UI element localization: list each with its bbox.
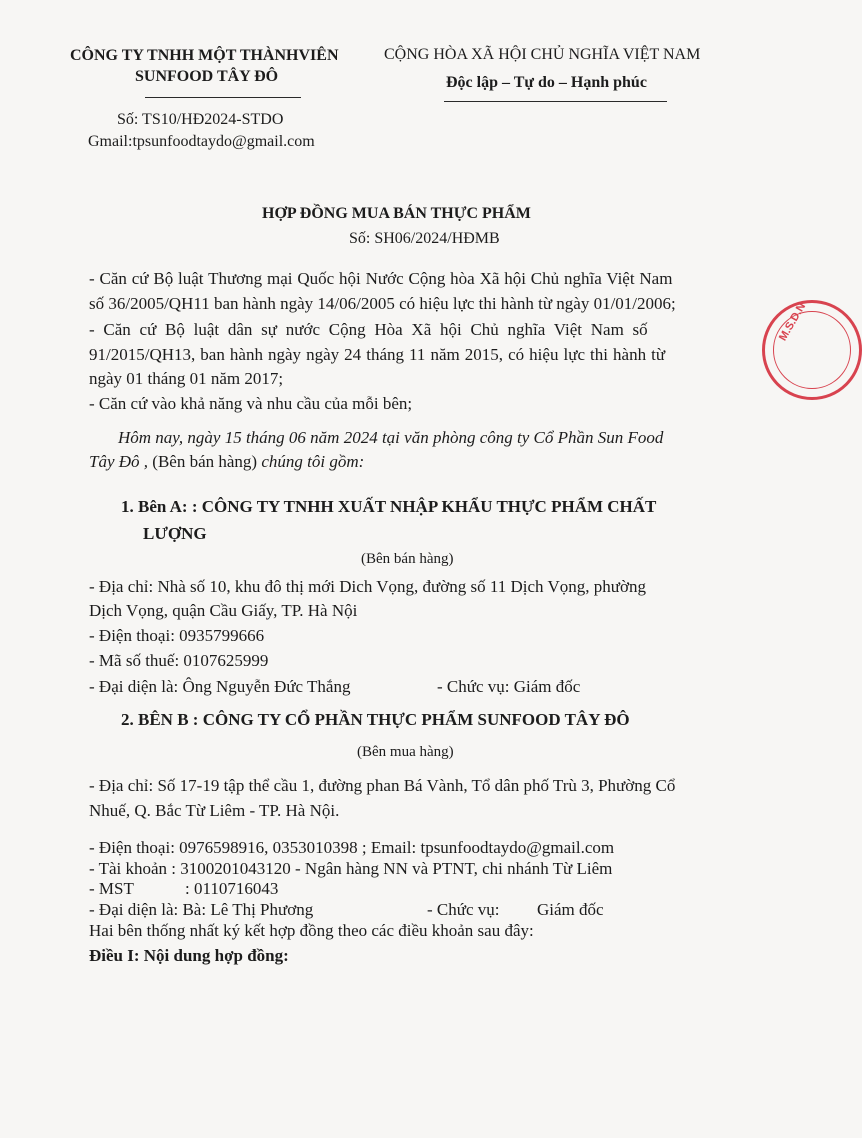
party-b-address-line2: Nhuế, Q. Bắc Từ Liêm - TP. Hà Nội. — [89, 801, 340, 820]
basis-line-5: ngày 01 tháng 01 năm 2017; — [89, 369, 284, 388]
party-b-mst-label: - MST — [89, 879, 134, 898]
company-seal-stamp — [762, 300, 862, 400]
party-a-representative: - Đại diện là: Ông Nguyễn Đức Thắng — [89, 677, 351, 696]
article-1-heading: Điều I: Nội dung hợp đồng: — [89, 946, 289, 965]
party-b-phone-email: - Điện thoại: 0976598916, 0353010398 ; Email: tpsunfoodtaydo@gmail.com — [89, 838, 615, 857]
intro-seller-note: (Bên bán hàng) — [148, 452, 258, 471]
party-a-role: (Bên bán hàng) — [361, 551, 454, 567]
intro-end: chúng tôi gồm: — [257, 452, 365, 471]
intro-line-1: Hôm nay, ngày 15 tháng 06 năm 2024 tại văn phòng công ty Cổ Phần Sun Food — [118, 428, 664, 447]
company-email: Gmail:tpsunfoodtaydo@gmail.com — [88, 133, 315, 150]
intro-line-2 — [89, 452, 364, 472]
national-motto: Độc lập – Tự do – Hạnh phúc — [446, 74, 647, 91]
company-seal-text: M.S.D.N — [777, 301, 809, 343]
basis-line-4: 91/2015/QH13, ban hành ngày ngày 24 tháng 11 năm 2015, có hiệu lực thi hành từ — [89, 345, 666, 364]
contract-number: Số: SH06/2024/HĐMB — [349, 230, 500, 247]
basis-line-6: - Căn cứ vào khả năng và nhu cầu của mỗi bên; — [89, 394, 413, 413]
party-b-heading: 2. BÊN B : CÔNG TY CỔ PHẦN THỰC PHẨM SUNFOOD TÂY ĐÔ — [121, 710, 630, 729]
basis-line-3: - Căn cứ Bộ luật dân sự nước Cộng Hòa Xã hội Chủ nghĩa Việt Nam số — [89, 320, 648, 339]
company-underline — [145, 97, 301, 98]
national-title: CỘNG HÒA XÃ HỘI CHỦ NGHĨA VIỆT NAM — [384, 46, 701, 63]
basis-line-2: số 36/2005/QH11 ban hành ngày 14/06/2005 có hiệu lực thi hành từ ngày 01/01/2006; — [89, 294, 676, 313]
party-b-position-label: - Chức vụ: — [427, 900, 500, 919]
contract-title: HỢP ĐỒNG MUA BÁN THỰC PHẨM — [262, 205, 531, 222]
party-a-heading-line1: 1. Bên A: : CÔNG TY TNHH XUẤT NHẬP KHẨU THỰC PHẨM CHẤT — [121, 497, 657, 516]
company-name-line1: CÔNG TY TNHH MỘT THÀNHVIÊN — [70, 47, 339, 64]
party-b-account: - Tài khoản : 3100201043120 - Ngân hàng NN và PTNT, chi nhánh Từ Liêm — [89, 859, 613, 878]
party-a-tax-code: - Mã số thuế: 0107625999 — [89, 651, 269, 670]
party-b-address-line1: - Địa chỉ: Số 17-19 tập thể cầu 1, đường phan Bá Vành, Tổ dân phố Trù 3, Phường Cổ — [89, 776, 676, 795]
party-b-representative: - Đại diện là: Bà: Lê Thị Phương — [89, 900, 314, 919]
agreement-statement: Hai bên thống nhất ký kết hợp đồng theo các điều khoản sau đây: — [89, 921, 534, 940]
company-name-line2: SUNFOOD TÂY ĐÔ — [135, 68, 279, 85]
motto-underline — [444, 101, 667, 102]
basis-line-1: - Căn cứ Bộ luật Thương mại Quốc hội Nước Cộng hòa Xã hội Chủ nghĩa Việt Nam — [89, 269, 673, 288]
document-number: Số: TS10/HĐ2024-STDO — [117, 111, 284, 128]
party-b-position-value: Giám đốc — [537, 900, 604, 919]
party-a-phone: - Điện thoại: 0935799666 — [89, 626, 265, 645]
intro-place: Tây Đô , — [89, 452, 149, 471]
party-b-mst-value: : 0110716043 — [185, 879, 279, 898]
party-a-heading-line2: LƯỢNG — [143, 524, 207, 543]
party-a-address-line2: Dịch Vọng, quận Cầu Giấy, TP. Hà Nội — [89, 601, 358, 620]
party-a-position: - Chức vụ: Giám đốc — [437, 677, 581, 696]
party-b-role: (Bên mua hàng) — [357, 744, 454, 760]
party-a-address-line1: - Địa chỉ: Nhà số 10, khu đô thị mới Dich Vọng, đường số 11 Dịch Vọng, phường — [89, 577, 646, 596]
